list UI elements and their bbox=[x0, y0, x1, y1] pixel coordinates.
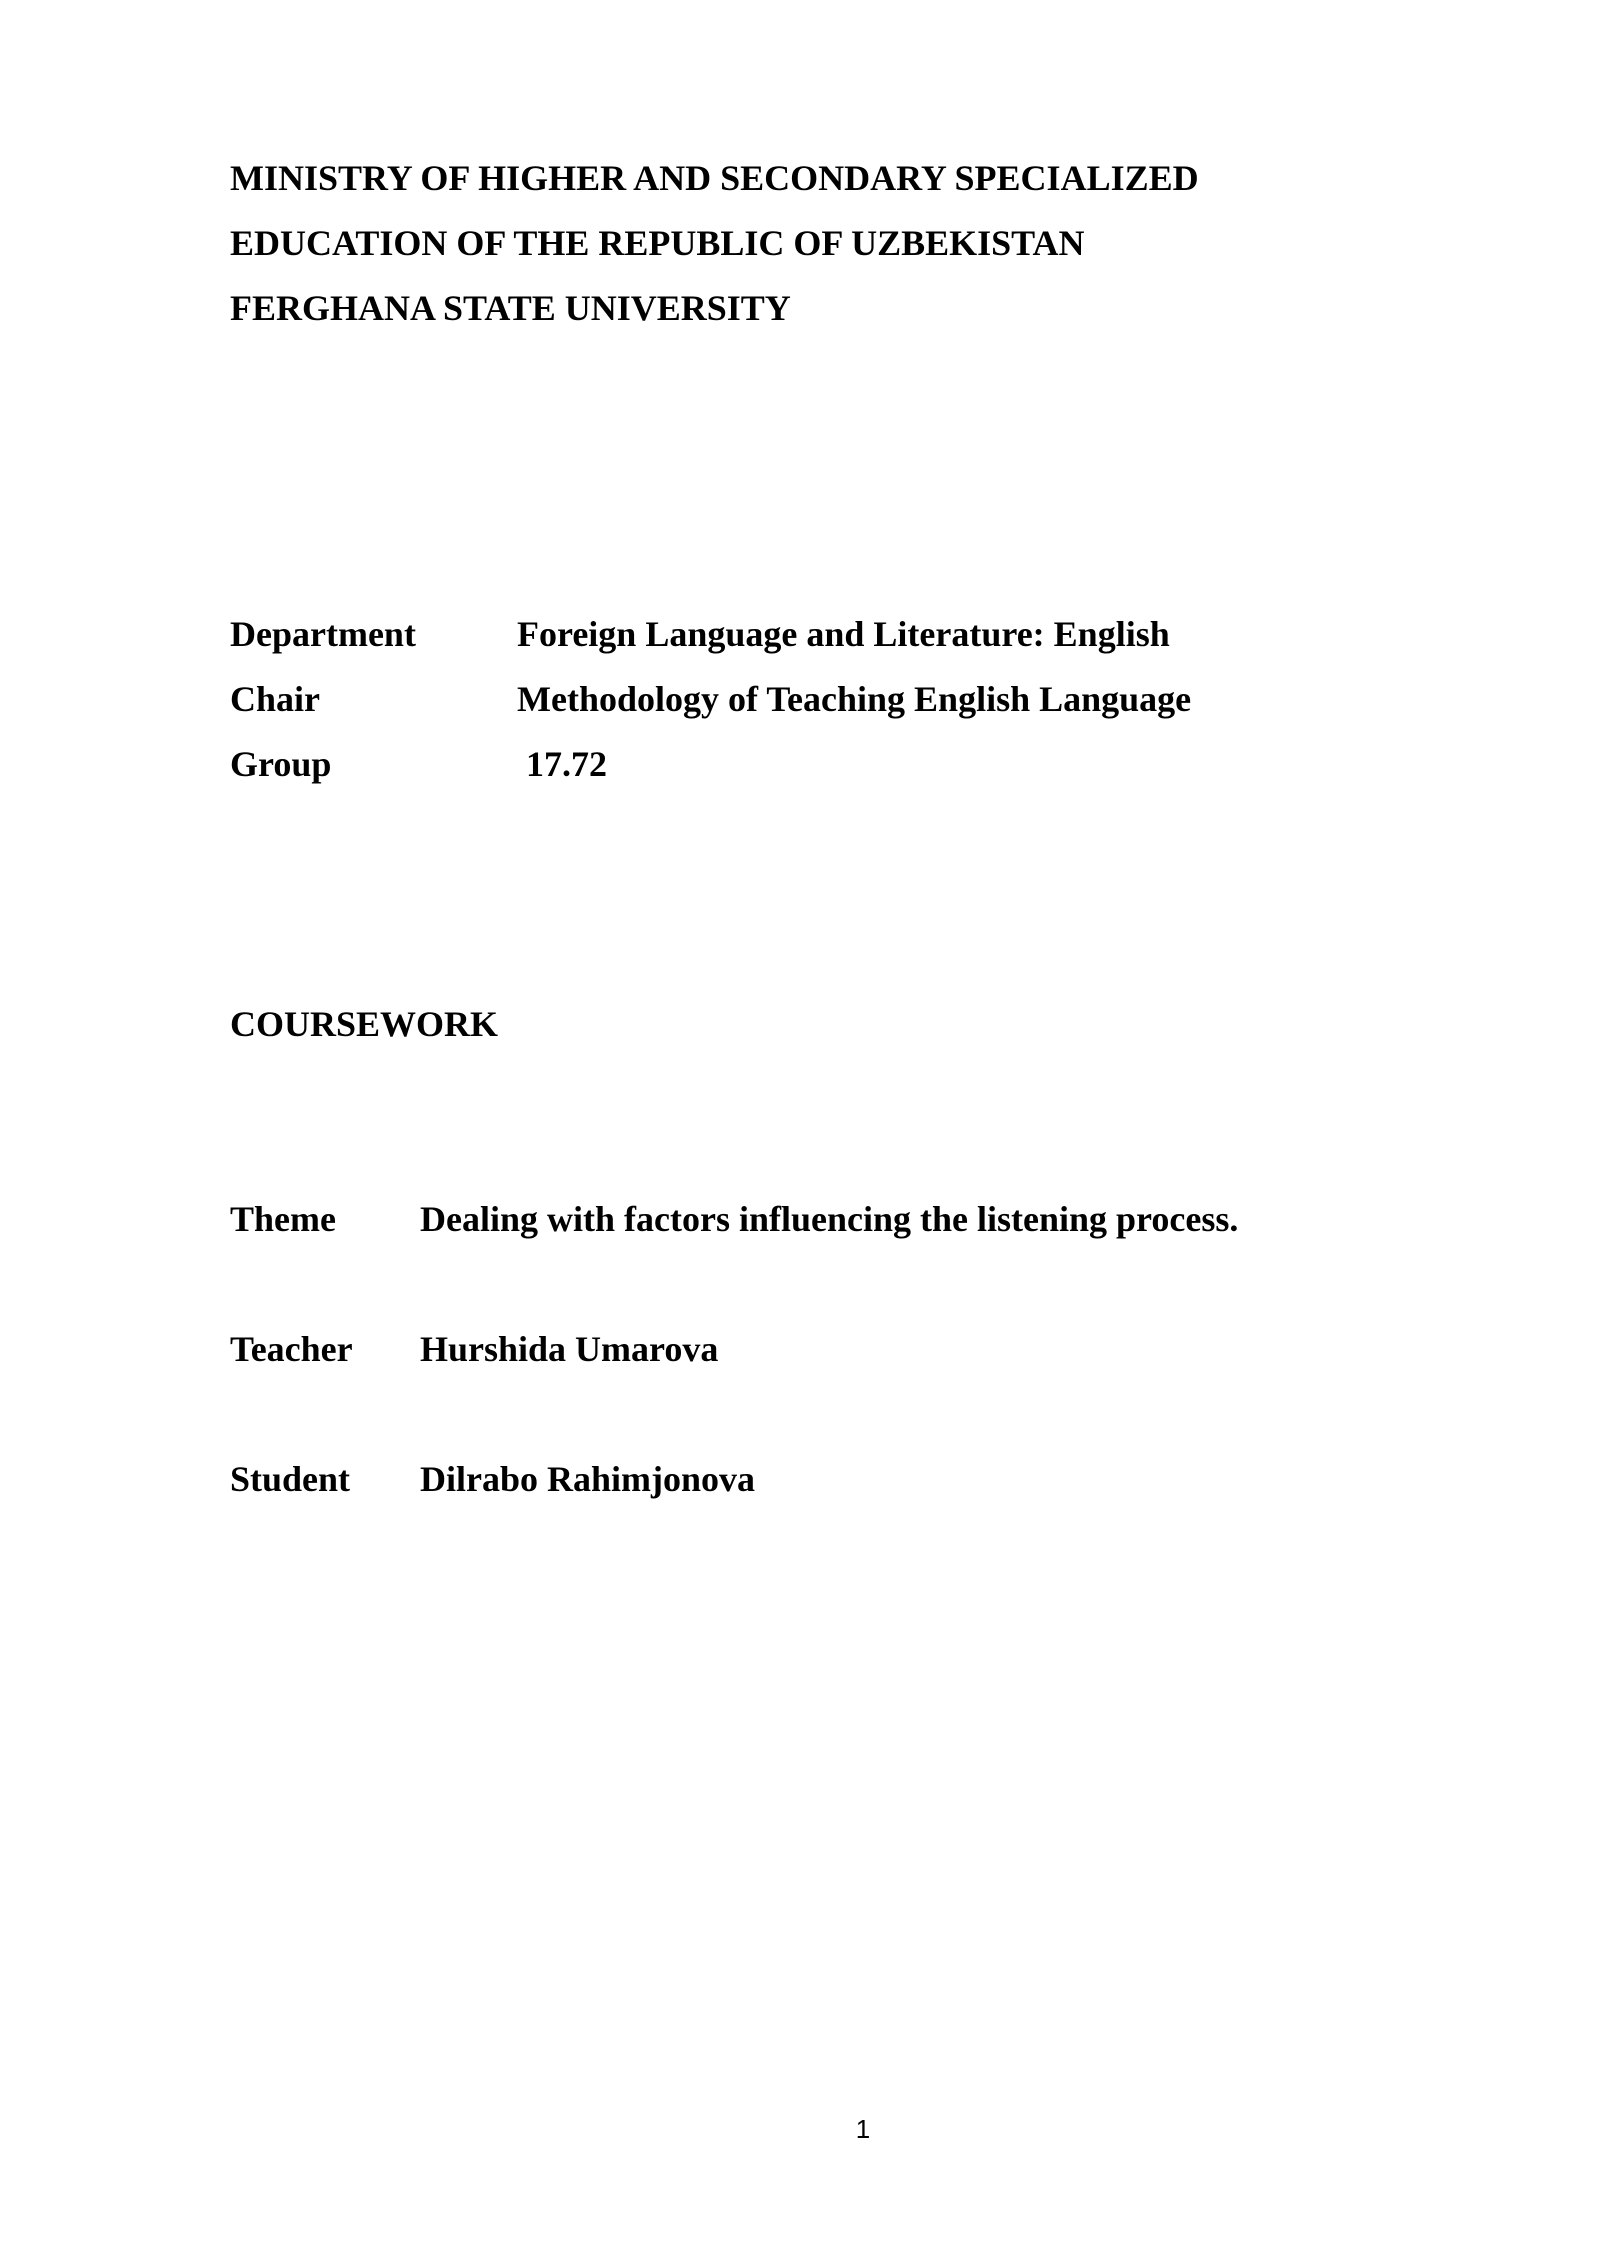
student-value: Dilrabo Rahimjonova bbox=[420, 1459, 756, 1499]
group-label: Group bbox=[230, 744, 332, 784]
department-label: Department bbox=[230, 614, 416, 654]
university-name: FERGHANA STATE UNIVERSITY bbox=[230, 288, 791, 328]
student-label: Student bbox=[230, 1459, 351, 1499]
page-number: 1 bbox=[855, 2114, 871, 2144]
teacher-value: Hurshida Umarova bbox=[420, 1329, 719, 1369]
group-value: 17.72 bbox=[526, 744, 607, 784]
teacher-label: Teacher bbox=[230, 1329, 353, 1369]
theme-label: Theme bbox=[230, 1199, 336, 1239]
coursework-title: COURSEWORK bbox=[230, 1004, 499, 1044]
theme-value: Dealing with factors influencing the listening process. bbox=[420, 1199, 1239, 1239]
chair-label: Chair bbox=[230, 679, 320, 719]
ministry-heading-line-2: EDUCATION OF THE REPUBLIC OF UZBEKISTAN bbox=[230, 223, 1085, 263]
chair-value: Methodology of Teaching English Language bbox=[517, 679, 1192, 719]
ministry-heading-line-1: MINISTRY OF HIGHER AND SECONDARY SPECIALIZED bbox=[230, 158, 1199, 198]
department-value: Foreign Language and Literature: English bbox=[517, 614, 1170, 654]
